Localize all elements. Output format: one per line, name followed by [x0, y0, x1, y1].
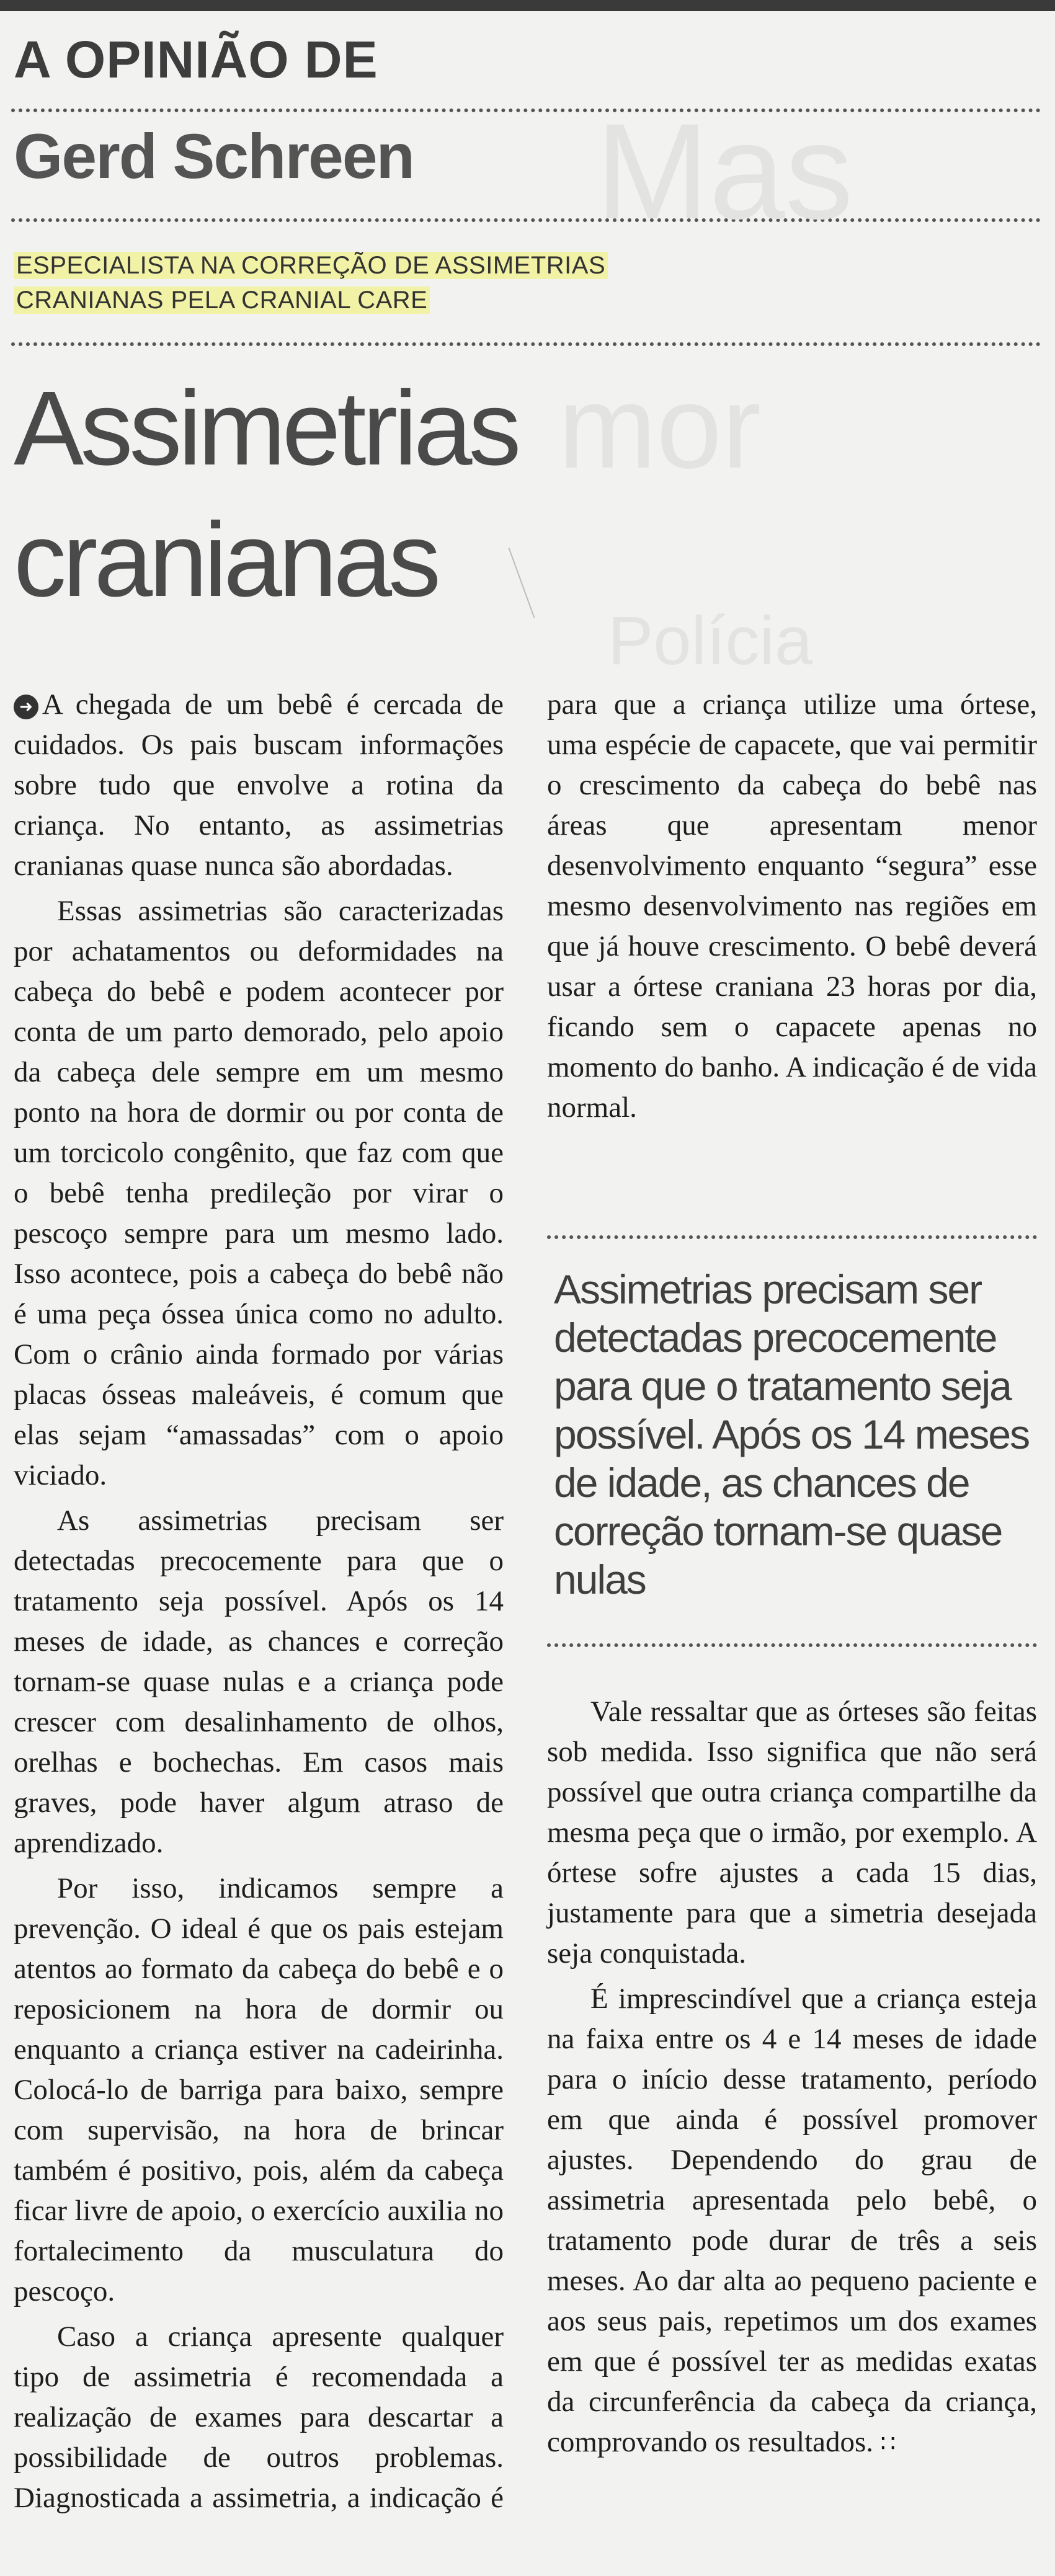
divider [11, 342, 1041, 346]
body-paragraph: Por isso, indicamos sempre a prevenção. O ideal é que os pais estejam atentos ao formato da cabeça do bebê e o reposicionem na hora de dormir ou enquanto a criança estiver na cadeirinha. Colocá-lo de barriga para baixo, sempre com supervisão, na hora de brincar também é positivo, pois, além da cabeça ficar livre de apoio, o exercício auxilia no fortalecimento da musculatura do pescoço. [14, 1872, 504, 2307]
tagline-line-2: CRANIANAS PELA CRANIAL CARE [14, 286, 430, 314]
tagline-line-1: ESPECIALISTA NA CORREÇÃO DE ASSIMETRIAS [14, 252, 608, 279]
pull-quote: Assimetrias precisam ser detectadas precocemente para que o tratamento seja possível. Após os 14 meses de idade, as chances de correção tornam-se quase nulas [554, 1266, 1030, 1602]
headline-line-1: Assimetrias [14, 370, 518, 487]
author-tagline [14, 248, 608, 318]
top-rule [0, 0, 1055, 11]
divider [547, 1643, 1037, 1647]
body-paragraph: ➜ A chegada de um bebê é cercada de cuidados. Os pais buscam informações sobre tudo que envolve a rotina da criança. No entanto, as assimetrias cranianas quase nunca são abordadas. [14, 688, 504, 882]
arrow-circle-icon: ➜ [14, 695, 38, 719]
divider [11, 109, 1041, 112]
article-headline [14, 363, 634, 626]
body-paragraph: Vale ressaltar que as órteses são feitas sob medida. Isso significa que não será possível que outra criança compartilhe da mesma peça que o irmão, por exemplo. A órtese sofre ajustes a cada 15 dias, justamente para que a simetria desejada seja conquistada. [547, 1695, 1037, 1970]
headline-line-2: cranianas [14, 501, 438, 619]
body-paragraph: As assimetrias precisam ser detectadas precocemente para que o tratamento seja possível. Após os 14 meses de idade, as chances e correção tornam-se quase nulas e a criança pode crescer com desalinhamento de olhos, orelhas e bochechas. Em casos mais graves, pode haver algum atraso de aprendizado. [14, 1504, 504, 1859]
article-column-2 [547, 685, 1037, 1128]
body-paragraph: É imprescindível que a criança esteja na faixa entre os 4 e 14 meses de idade para o início desse tratamento, período em que ainda é possível promover ajustes. Dependendo do grau de assimetria apresentada pelo bebê, o tratamento pode durar de três a seis meses. Ao dar alta ao pequeno paciente e aos seus pais, repetimos um dos exames em que é possível ter as medidas exatas da circunferência da cabeça da criança, comprovando os resultados. ∷ [547, 1983, 1037, 2458]
body-paragraph: Essas assimetrias são caracterizadas por achatamentos ou deformidades na cabeça do bebê e podem acontecer por conta de um parto demorado, pelo apoio da cabeça dele sempre em um mesmo ponto na hora de dormir ou por conta de um torcicolo congênito, que faz com que o bebê tenha predileção por virar o pescoço sempre para um mesmo lado. Isso acontece, pois a cabeça do bebê não é uma peça óssea única como no adulto. Com o crânio ainda formado por várias placas ósseas maleáveis, é comum que elas sejam “amassadas” com o apoio viciado. [14, 895, 504, 1491]
divider [547, 1235, 1037, 1239]
author-name: Gerd Schreen [14, 121, 414, 192]
article-column-3 [547, 1692, 1037, 2464]
body-paragraph: para que a criança utilize uma órtese, uma espécie de capacete, que vai permitir o crescimento da cabeça do bebê nas áreas que apresentam menor desenvolvimento enquanto “segura” esse mesmo desenvolvimento nas regiões em que já houve crescimento. O bebê deverá usar a órtese craniana 23 horas por dia, ficando sem o capacete apenas no momento do banho. A indicação é de vida normal. [547, 688, 1037, 1124]
article-column-1 [14, 685, 504, 2518]
divider [11, 218, 1041, 222]
bleed-through-text: Mas mor Polícia [558, 95, 853, 679]
end-of-article-icon: ∷ [880, 2430, 896, 2457]
section-kicker: A OPINIÃO DE [14, 30, 378, 89]
body-paragraph: Caso a criança apresente qualquer tipo de assimetria é recomendada a realização de exames para descartar a possibilidade de outros problemas. Diagnosticada a assimetria, a indicação é [14, 2321, 504, 2514]
